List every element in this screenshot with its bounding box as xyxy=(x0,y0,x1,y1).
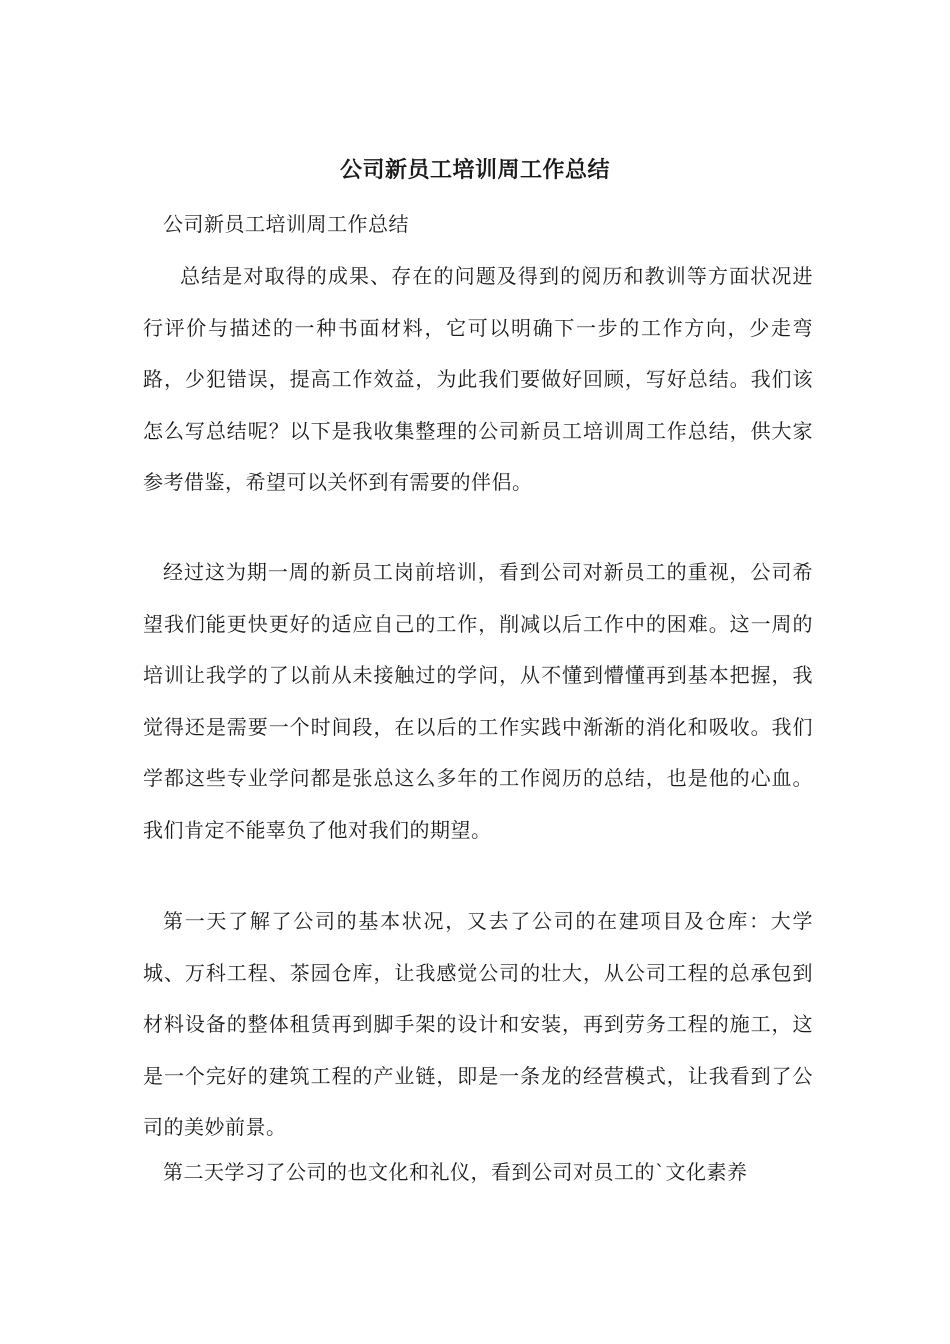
paragraph-day-one: 第一天了解了公司的基本状况，又去了公司的在建项目及仓库：大学城、万科工程、茶园仓库，让我感觉公司的壮大，从公司工程的总承包到材料设备的整体租赁再到脚手架的设计和安装，再到劳务工程的施工，这是一个完好的建筑工程的产业链，即是一条龙的经营模式，让我看到了公司的美妙前景。 xyxy=(143,909,813,1139)
paragraph-day-two: 第二天学习了公司的也文化和礼仪，看到公司对员工的`文化素养 xyxy=(163,1160,748,1184)
document-subtitle: 公司新员工培训周工作总结 xyxy=(163,212,409,236)
paragraph-intro: 总结是对取得的成果、存在的问题及得到的阅历和教训等方面状况进行评价与描述的一种书面材料，它可以明确下一步的工作方向，少走弯路，少犯错误，提高工作效益，为此我们要做好回顾，写好总结。我们该怎么写总结呢？以下是我收集整理的公司新员工培训周工作总结，供大家参考借鉴，希望可以关怀到有需要的伴侣。 xyxy=(143,264,813,494)
document-title: 公司新员工培训周工作总结 xyxy=(339,157,610,183)
paragraph-training-week: 经过这为期一周的新员工岗前培训，看到公司对新员工的重视，公司希望我们能更快更好的适应自己的工作，削减以后工作中的困难。这一周的培训让我学的了以前从未接触过的学问，从不懂到懵懂再到基本把握，我觉得还是需要一个时间段，在以后的工作实践中渐渐的消化和吸收。我们学都这些专业学问都是张总这么多年的工作阅历的总结，也是他的心血。我们肯定不能辜负了他对我们的期望。 xyxy=(143,560,813,842)
